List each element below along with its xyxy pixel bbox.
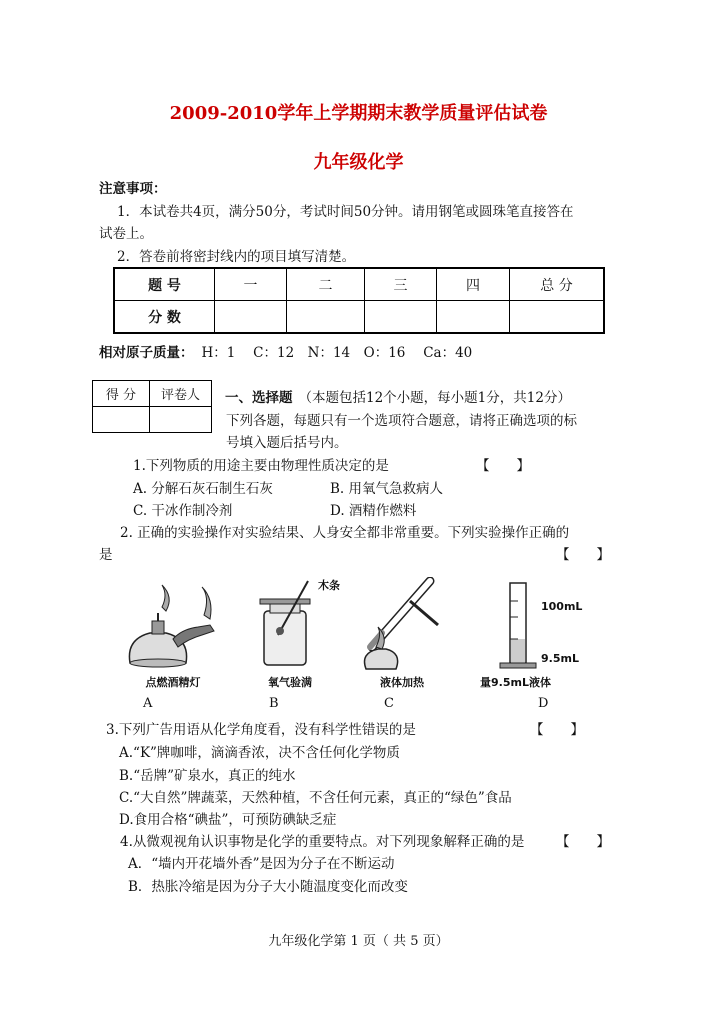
q1-option-b: B. 用氧气急救病人 <box>330 481 444 497</box>
score-cell-4: 四 <box>437 268 510 301</box>
notes-heading: 注意事项： <box>99 181 167 197</box>
alcohol-lamp-drawing <box>118 577 228 672</box>
q3-stem: 3.下列广告用语从化学角度看，没有科学性错误的是 <box>106 722 416 738</box>
q3-option-d: D.食用合格“碘盐”，可预防碘缺乏症 <box>119 812 337 828</box>
exam-subtitle: 九年级化学 <box>313 152 404 173</box>
test-tube-drawing <box>352 577 452 672</box>
q2-option-c: C <box>384 696 394 711</box>
grader-score-label: 得 分 <box>93 381 150 407</box>
label-wood-stick: 木条 <box>318 579 340 592</box>
label-9-5ml: 9.5mL <box>541 652 579 665</box>
q1-option-c: C. 干冰作制冷剂 <box>133 503 233 519</box>
exam-title: 2009-2010学年上学期期末教学质量评估试卷 <box>169 103 548 124</box>
q2-option-b: B <box>269 696 279 711</box>
section1-heading-line <box>225 386 571 406</box>
atomic-mass-label: 相对原子质量： <box>99 345 194 361</box>
q4-answer-bracket[interactable]: 【 】 <box>556 834 610 850</box>
score-value-label: 分 数 <box>114 301 215 334</box>
q2-option-d: D <box>538 696 549 711</box>
q4-stem: 4.从微观视角认识事物是化学的重要特点。对下列现象解释正确的是 <box>120 834 525 850</box>
section1-heading: 一、选择题 <box>225 390 293 406</box>
q3-option-a: A.“K”牌咖啡，滴滴香浓，决不含任何化学物质 <box>119 745 400 761</box>
grader-table <box>92 380 212 433</box>
q1-answer-bracket[interactable]: 【 】 <box>476 458 530 474</box>
q3-option-c: C.“大自然”牌蔬菜，天然种植，不含任何元素，真正的“绿色”食品 <box>119 790 512 806</box>
notes-item-2: 2．答卷前将密封线内的项目填写清楚。 <box>117 249 356 265</box>
q2-stem-2: 是 <box>99 547 113 563</box>
caption-a: 点燃酒精灯 <box>145 676 201 689</box>
caption-b: 氧气验满 <box>268 676 312 689</box>
q3-answer-bracket[interactable]: 【 】 <box>530 722 584 738</box>
score-input-1[interactable] <box>215 301 287 334</box>
section1-note: （本题包括12个小题，每小题1分，共12分） <box>298 390 571 406</box>
notes-item-1: 1．本试卷共4页，满分50分，考试时间50分钟。请用钢笔或圆珠笔直接答在 <box>117 204 574 220</box>
atomic-mass <box>99 341 472 361</box>
page-footer: 九年级化学第 1 页（ 共 5 页） <box>268 934 449 949</box>
caption-c: 液体加热 <box>380 676 424 689</box>
q1-stem: 1.下列物质的用途主要由物理性质决定的是 <box>133 458 389 474</box>
score-header-row <box>114 268 604 301</box>
score-cell-1: 一 <box>215 268 287 301</box>
notes-item-1-cont: 试卷上。 <box>99 226 153 242</box>
score-value-row <box>114 301 604 334</box>
figure-measuring-cylinder <box>480 577 583 690</box>
q1-option-d: D. 酒精作燃料 <box>330 503 417 519</box>
q1-option-a: A. 分解石灰石制生石灰 <box>133 481 273 497</box>
score-cell-3: 三 <box>365 268 437 301</box>
grader-name-label: 评卷人 <box>150 381 212 407</box>
section1-instruction-1: 下列各题，每题只有一个选项符合题意，请将正确选项的标 <box>226 413 577 429</box>
score-cell-label: 题 号 <box>114 268 215 301</box>
score-table <box>113 267 605 334</box>
figure-oxygen-check <box>250 577 330 690</box>
q3-option-b: B.“岳牌”矿泉水，真正的纯水 <box>119 768 296 784</box>
score-cell-2: 二 <box>287 268 365 301</box>
atomic-mass-values: H：1 C：12 N：14 O：16 Ca：40 <box>201 345 473 361</box>
q4-option-b: B．热胀冷缩是因为分子大小随温度变化而改变 <box>128 879 408 895</box>
caption-d: 量9.5mL液体 <box>480 676 551 689</box>
score-input-3[interactable] <box>365 301 437 334</box>
figure-liquid-heating <box>352 577 452 690</box>
grader-name-input[interactable] <box>150 407 212 433</box>
grader-score-input[interactable] <box>93 407 150 433</box>
score-cell-total: 总 分 <box>510 268 605 301</box>
q2-option-a: A <box>143 696 153 711</box>
figure-alcohol-lamp <box>118 577 228 690</box>
q4-option-a: A．“墙内开花墙外香”是因为分子在不断运动 <box>128 856 395 872</box>
score-input-4[interactable] <box>437 301 510 334</box>
q2-stem-1: 2. 正确的实验操作对实验结果、人身安全都非常重要。下列实验操作正确的 <box>120 525 570 541</box>
score-input-total[interactable] <box>510 301 605 334</box>
section1-instruction-2: 号填入题后括号内。 <box>226 435 348 451</box>
q2-answer-bracket[interactable]: 【 】 <box>556 547 610 563</box>
score-input-2[interactable] <box>287 301 365 334</box>
label-100ml: 100mL <box>541 600 583 613</box>
